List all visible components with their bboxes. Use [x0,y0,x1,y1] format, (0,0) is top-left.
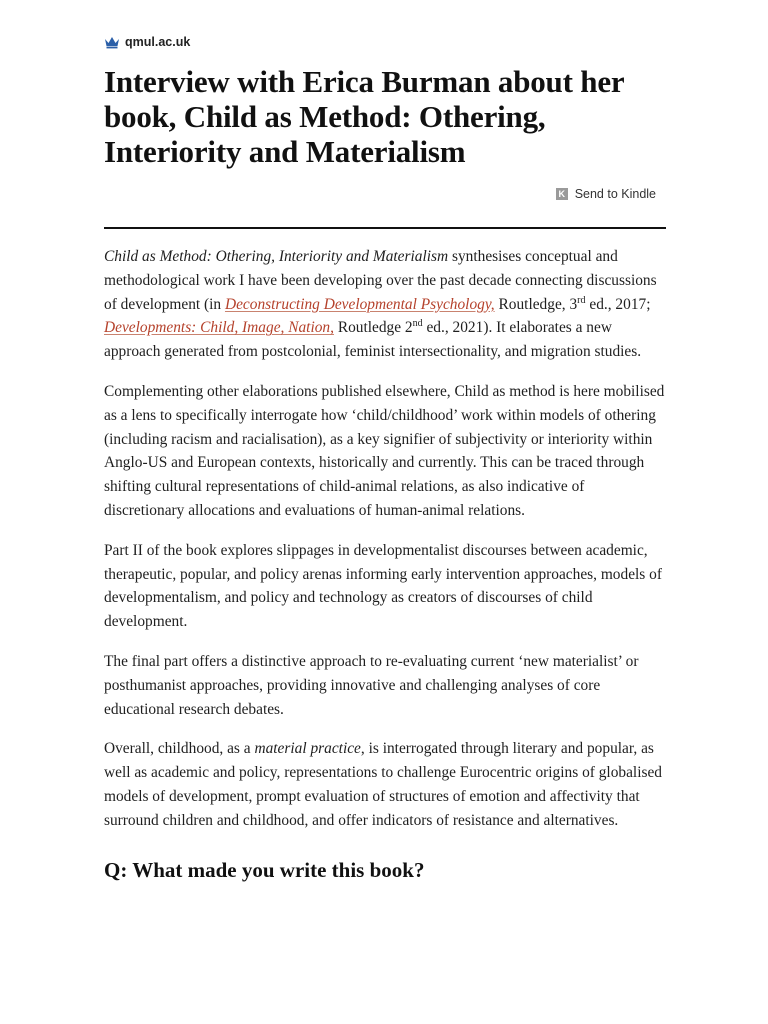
article-body [104,245,666,883]
site-domain[interactable]: qmul.ac.uk [125,35,191,49]
paragraph-part-two: Part II of the book explores slippages in developmentalist discourses between academic, therapeutic, popular, and policy arenas informing early intervention approaches, models of developmentalism, and policy and technology as creators of discourses of child development. [104,541,662,631]
paragraph-text: , is interrogated through literary and popular, as well as academic and policy, representations to challenge Eurocentric origins of globalised models of development, prompt evaluation of structures of emotion and affectivity that surround children and childhood, and offer indicators of resistance and alternatives. [104,740,662,829]
paragraph-text: Routledge 2 [333,319,413,337]
question-heading: Q: What made you write this book? [104,857,425,882]
paragraph-final-part: The final part offers a distinctive approach to re-evaluating current ‘new materialist’ or posthumanist approaches, providing innovative and challenging analyses of core educational research debates. [104,652,639,718]
paragraph-intro [104,245,666,364]
link-deconstructing-developmental-psychology[interactable]: Deconstructing Developmental Psychology, [224,295,495,313]
qmul-crown-icon [104,35,120,49]
paragraph-text: Overall, childhood, as a [104,740,255,758]
paragraph-text: synthesises conceptual and methodological work I have been developing over the past decade connecting discussions of development (in [104,248,657,313]
paragraph-othering: Complementing other elaborations published elsewhere, Child as method is here mobilised as a lens to specifically interrogate how ‘child/childhood’ work within models of othering (including racism and racialisation), as a key signifier of subjectivity or interiority within Anglo-US and European contexts, historically and currently. This can be traced through shifting cultural representations of child-animal relations, as also indicative of discretionary allocations and evaluations of human-animal relations. [104,382,665,519]
paragraph-text: ed., 2021). It elaborates a new approach generated from postcolonial, feminist intersectionality, and migration studies. [104,319,642,361]
book-title-italic: Child as Method: Othering, Interiority and Materialism [104,248,449,265]
send-to-kindle-button[interactable] [556,187,656,201]
send-to-kindle-label[interactable]: Send to Kindle [574,187,656,201]
title-divider [104,227,666,229]
link-developments-child-image-nation[interactable]: Developments: Child, Image, Nation, [104,319,334,337]
superscript-rd: rd [577,294,586,306]
kindle-icon: K [556,188,568,200]
material-practice-italic: material practice [254,740,361,758]
superscript-nd: nd [412,318,423,330]
article-title: Interview with Erica Burman about her book, Child as Method: Othering, Interiority and Materialism [104,64,624,169]
paragraph-overall [104,737,666,832]
site-link[interactable] [104,35,190,49]
paragraph-text: ed., 2017; [585,295,651,313]
paragraph-text: Routledge, 3 [494,295,578,313]
